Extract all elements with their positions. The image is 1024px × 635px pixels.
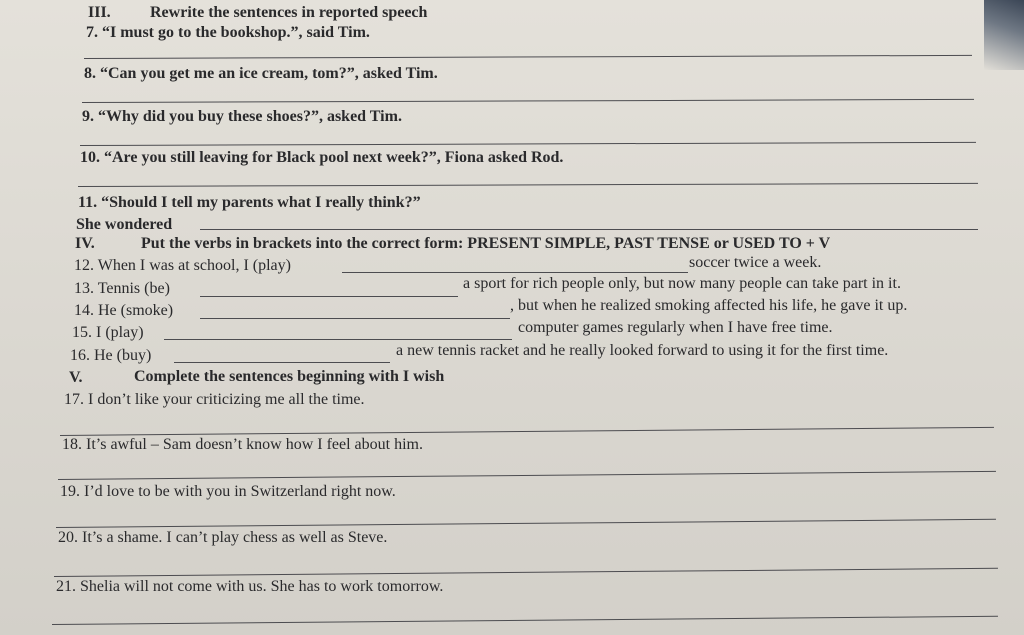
exercise-18: 18. It’s awful – Sam doesn’t know how I feel about him.: [62, 436, 423, 453]
section-5-title: Complete the sentences beginning with I wish: [134, 368, 445, 385]
section-4-title: Put the verbs in brackets into the correct form: PRESENT SIMPLE, PAST TENSE or USED TO + V: [141, 235, 831, 252]
exercise-16-start: 16. He (buy): [70, 347, 152, 364]
page-corner-shadow: [984, 0, 1024, 70]
exercise-11: 11. “Should I tell my parents what I really think?”: [78, 194, 421, 211]
blank-13[interactable]: [200, 296, 458, 297]
exercise-13-start: 13. Tennis (be): [74, 280, 170, 297]
section-3-number: III.: [88, 4, 111, 21]
section-4-number: IV.: [75, 235, 95, 252]
exercise-7: 7. “I must go to the bookshop.”, said Tim.: [86, 24, 370, 41]
answer-line-11[interactable]: [200, 229, 978, 230]
exercise-21: 21. Shelia will not come with us. She has to work tomorrow.: [56, 578, 444, 595]
section-3-title: Rewrite the sentences in reported speech: [150, 4, 428, 21]
answer-line-17[interactable]: [60, 427, 994, 436]
exercise-17: 17. I don’t like your criticizing me all the time.: [64, 391, 365, 408]
answer-line-21[interactable]: [52, 616, 998, 625]
exercise-9: 9. “Why did you buy these shoes?”, asked Tim.: [82, 108, 402, 125]
exercise-12-start: 12. When I was at school, I (play): [74, 257, 291, 274]
exercise-8: 8. “Can you get me an ice cream, tom?”, asked Tim.: [84, 65, 438, 82]
answer-line-9[interactable]: [80, 142, 976, 146]
answer-line-20[interactable]: [54, 568, 998, 577]
answer-line-19[interactable]: [56, 519, 996, 528]
exercise-14-start: 14. He (smoke): [74, 302, 174, 319]
section-5-number: V.: [69, 369, 83, 386]
answer-line-8[interactable]: [82, 99, 974, 103]
exercise-20: 20. It’s a shame. I can’t play chess as well as Steve.: [58, 529, 388, 546]
blank-12[interactable]: [342, 272, 688, 273]
exercise-10: 10. “Are you still leaving for Black pool next week?”, Fiona asked Rod.: [80, 149, 564, 166]
exercise-14-end: , but when he realized smoking affected his life, he gave it up.: [510, 297, 908, 314]
exercise-11-prompt: She wondered: [76, 216, 173, 233]
exercise-13-end: a sport for rich people only, but now many people can take part in it.: [463, 275, 901, 292]
answer-line-18[interactable]: [58, 471, 996, 480]
answer-line-10[interactable]: [78, 183, 978, 187]
blank-14[interactable]: [200, 318, 510, 319]
exercise-15-end: computer games regularly when I have free time.: [518, 319, 833, 336]
exercise-15-start: 15. I (play): [72, 324, 144, 341]
blank-16[interactable]: [174, 362, 390, 363]
exercise-16-end: a new tennis racket and he really looked forward to using it for the first time.: [396, 342, 889, 359]
answer-line-7[interactable]: [84, 55, 972, 59]
exercise-19: 19. I’d love to be with you in Switzerland right now.: [60, 483, 396, 500]
blank-15[interactable]: [164, 339, 512, 340]
exercise-12-end: soccer twice a week.: [689, 254, 822, 271]
